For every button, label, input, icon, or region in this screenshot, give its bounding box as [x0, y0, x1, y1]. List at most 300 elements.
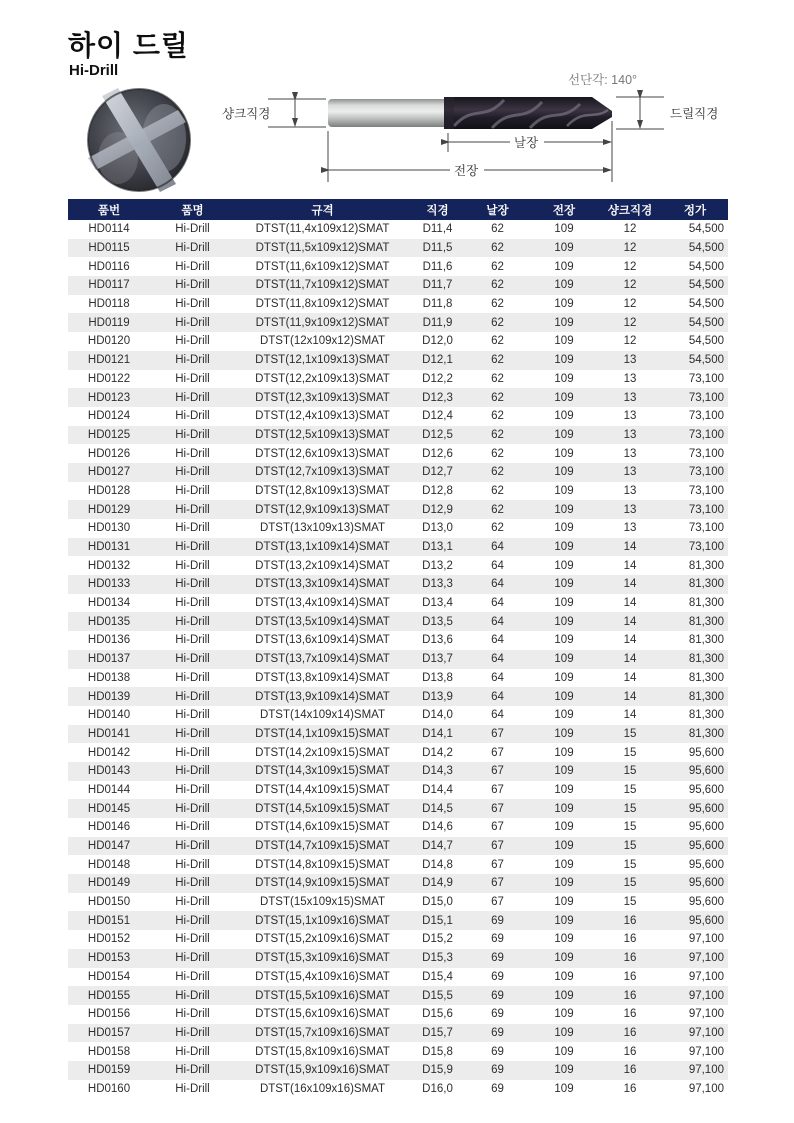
table-cell: 16	[623, 1008, 637, 1021]
table-cell: 64	[491, 671, 504, 684]
table-row	[68, 426, 728, 445]
table-cell: 54,500	[688, 354, 724, 367]
table-cell: 67	[491, 783, 504, 796]
table-cell: 109	[554, 242, 574, 255]
table-cell: 69	[491, 1045, 504, 1058]
table-cell: DTST(14,9x109x15)SMAT	[255, 877, 390, 890]
table-cell: 64	[491, 578, 504, 591]
table-cell: Hi-Drill	[175, 1082, 210, 1095]
table-cell: 62	[491, 391, 504, 404]
table-cell: 13	[623, 428, 637, 441]
column-header-7: 정가	[662, 199, 728, 220]
table-cell: Hi-Drill	[175, 765, 210, 778]
table-cell: DTST(11,7x109x12)SMAT	[255, 279, 390, 292]
table-cell: Hi-Drill	[175, 746, 210, 759]
table-cell: DTST(11,8x109x12)SMAT	[255, 298, 390, 311]
table-cell: 97,100	[688, 989, 724, 1002]
table-cell: 15	[623, 840, 637, 853]
table-cell: 12	[623, 279, 637, 292]
table-cell: 97,100	[688, 1008, 724, 1021]
table-cell: 109	[554, 354, 574, 367]
table-cell: 12	[623, 242, 637, 255]
table-cell: D12,0	[422, 335, 453, 348]
table-cell: HD0149	[87, 877, 131, 890]
table-cell: 13	[623, 484, 637, 497]
table-cell: 95,600	[688, 765, 724, 778]
product-table-body	[68, 220, 728, 1098]
table-cell: 16	[623, 970, 637, 983]
table-cell: DTST(14,8x109x15)SMAT	[255, 858, 390, 871]
overall-length-dimension	[328, 131, 611, 182]
table-row	[68, 1005, 728, 1024]
table-cell: DTST(15,8x109x16)SMAT	[255, 1045, 390, 1058]
table-row	[68, 556, 728, 575]
table-cell: 62	[491, 447, 504, 460]
table-cell: DTST(14,5x109x15)SMAT	[255, 802, 390, 815]
table-row	[68, 388, 728, 407]
table-cell: HD0151	[87, 914, 131, 927]
table-cell: 67	[491, 765, 504, 778]
table-cell: D13,4	[422, 597, 453, 610]
drill-diameter-label: 드릴직경	[670, 107, 719, 121]
table-cell: Hi-Drill	[175, 372, 210, 385]
table-cell: DTST(14,2x109x15)SMAT	[255, 746, 390, 759]
table-cell: HD0150	[87, 896, 131, 909]
table-cell: 69	[491, 1064, 504, 1077]
table-cell: 64	[491, 709, 504, 722]
table-cell: 67	[491, 746, 504, 759]
table-cell: 62	[491, 372, 504, 385]
table-cell: 62	[491, 484, 504, 497]
table-cell: HD0125	[87, 428, 131, 441]
table-cell: 54,500	[688, 335, 724, 348]
table-cell: 95,600	[688, 914, 724, 927]
table-cell: 109	[554, 466, 574, 479]
table-cell: D15,7	[422, 1026, 453, 1039]
table-cell: 97,100	[688, 1064, 724, 1077]
table-cell: HD0142	[87, 746, 131, 759]
table-cell: D15,0	[422, 896, 453, 909]
table-cell: HD0130	[87, 522, 131, 535]
table-cell: 109	[554, 802, 574, 815]
table-cell: D14,8	[422, 858, 453, 871]
table-cell: 54,500	[688, 279, 724, 292]
table-cell: D11,5	[422, 242, 453, 255]
table-cell: 109	[554, 541, 574, 554]
table-cell: 109	[554, 952, 574, 965]
table-cell: 95,600	[688, 877, 724, 890]
table-cell: DTST(12x109x12)SMAT	[259, 335, 386, 348]
table-cell: D13,8	[422, 671, 453, 684]
table-cell: HD0146	[87, 821, 131, 834]
table-cell: 95,600	[688, 746, 724, 759]
table-cell: 13	[623, 372, 637, 385]
table-cell: 73,100	[688, 372, 724, 385]
table-cell: Hi-Drill	[175, 410, 210, 423]
table-cell: Hi-Drill	[175, 428, 210, 441]
table-cell: 109	[554, 877, 574, 890]
table-cell: D14,0	[422, 709, 453, 722]
table-cell: 15	[623, 783, 637, 796]
table-cell: DTST(11,9x109x12)SMAT	[255, 316, 390, 329]
header-row	[68, 199, 728, 220]
table-cell: 62	[491, 279, 504, 292]
table-cell: Hi-Drill	[175, 709, 210, 722]
table-cell: D12,3	[422, 391, 453, 404]
table-cell: 15	[623, 765, 637, 778]
table-cell: D14,1	[422, 727, 453, 740]
table-cell: 109	[554, 653, 574, 666]
table-cell: 95,600	[688, 821, 724, 834]
table-row	[68, 893, 728, 912]
table-cell: 95,600	[688, 858, 724, 871]
table-cell: HD0122	[87, 372, 131, 385]
table-cell: 64	[491, 541, 504, 554]
table-cell: 109	[554, 765, 574, 778]
table-cell: 73,100	[688, 428, 724, 441]
table-cell: HD0135	[87, 615, 131, 628]
table-cell: D13,0	[422, 522, 453, 535]
table-cell: D15,1	[422, 914, 453, 927]
table-cell: Hi-Drill	[175, 615, 210, 628]
table-cell: HD0126	[87, 447, 131, 460]
table-cell: 14	[623, 653, 637, 666]
table-cell: Hi-Drill	[175, 503, 210, 516]
table-row	[68, 949, 728, 968]
table-cell: 109	[554, 970, 574, 983]
table-row	[68, 500, 728, 519]
table-cell: 64	[491, 690, 504, 703]
table-cell: 62	[491, 242, 504, 255]
table-cell: 13	[623, 354, 637, 367]
table-cell: 109	[554, 821, 574, 834]
table-row	[68, 332, 728, 351]
table-row	[68, 930, 728, 949]
table-cell: 73,100	[688, 503, 724, 516]
table-cell: 69	[491, 1026, 504, 1039]
table-cell: 12	[623, 260, 637, 273]
table-cell: 12	[623, 335, 637, 348]
table-cell: 67	[491, 727, 504, 740]
table-cell: D13,5	[422, 615, 453, 628]
table-cell: 54,500	[688, 223, 724, 236]
table-cell: Hi-Drill	[175, 223, 210, 236]
table-cell: 15	[623, 727, 637, 740]
table-cell: 95,600	[688, 783, 724, 796]
table-cell: 69	[491, 933, 504, 946]
table-cell: 97,100	[688, 952, 724, 965]
table-cell: 67	[491, 821, 504, 834]
table-cell: Hi-Drill	[175, 316, 210, 329]
table-cell: HD0123	[87, 391, 131, 404]
table-cell: 81,300	[688, 634, 724, 647]
table-cell: DTST(12,9x109x13)SMAT	[255, 503, 390, 516]
table-cell: 15	[623, 877, 637, 890]
table-cell: DTST(12,6x109x13)SMAT	[255, 447, 390, 460]
table-cell: Hi-Drill	[175, 802, 210, 815]
table-cell: D13,3	[422, 578, 453, 591]
table-cell: D14,7	[422, 840, 453, 853]
table-cell: 109	[554, 260, 574, 273]
table-cell: 64	[491, 559, 504, 572]
table-cell: 73,100	[688, 541, 724, 554]
table-cell: 109	[554, 1064, 574, 1077]
table-row	[68, 220, 728, 239]
table-cell: 62	[491, 260, 504, 273]
table-row	[68, 650, 728, 669]
table-cell: D11,4	[422, 223, 453, 236]
table-cell: 73,100	[688, 391, 724, 404]
table-cell: 109	[554, 1045, 574, 1058]
table-cell: 109	[554, 840, 574, 853]
table-cell: 97,100	[688, 1045, 724, 1058]
table-cell: HD0134	[87, 597, 131, 610]
table-cell: D13,9	[422, 690, 453, 703]
table-cell: 81,300	[688, 690, 724, 703]
table-cell: 14	[623, 597, 637, 610]
table-cell: 109	[554, 578, 574, 591]
table-cell: D15,5	[422, 989, 453, 1002]
table-cell: 109	[554, 503, 574, 516]
table-cell: 109	[554, 746, 574, 759]
point-angle-label: 선단각: 140°	[568, 73, 638, 87]
table-cell: D11,7	[422, 279, 453, 292]
table-cell: 13	[623, 503, 637, 516]
table-cell: 69	[491, 1008, 504, 1021]
table-cell: 73,100	[688, 484, 724, 497]
table-row	[68, 295, 728, 314]
table-cell: 81,300	[688, 578, 724, 591]
column-header-0: 품번	[68, 199, 150, 220]
table-cell: DTST(14,6x109x15)SMAT	[255, 821, 390, 834]
table-cell: 64	[491, 615, 504, 628]
table-cell: 62	[491, 503, 504, 516]
table-cell: DTST(12,4x109x13)SMAT	[255, 410, 390, 423]
table-cell: 15	[623, 802, 637, 815]
table-cell: 109	[554, 298, 574, 311]
table-cell: 69	[491, 1082, 504, 1095]
table-row	[68, 1024, 728, 1043]
table-cell: 62	[491, 335, 504, 348]
table-row	[68, 257, 728, 276]
table-cell: 109	[554, 671, 574, 684]
table-cell: 109	[554, 372, 574, 385]
product-table-header	[68, 199, 728, 220]
table-cell: 16	[623, 1026, 637, 1039]
table-cell: DTST(11,6x109x12)SMAT	[255, 260, 390, 273]
table-cell: D15,8	[422, 1045, 453, 1058]
table-cell: 16	[623, 952, 637, 965]
table-cell: D14,2	[422, 746, 453, 759]
table-cell: DTST(12,2x109x13)SMAT	[255, 372, 390, 385]
table-cell: HD0133	[87, 578, 131, 591]
table-row	[68, 781, 728, 800]
table-cell: HD0158	[87, 1045, 131, 1058]
table-cell: 81,300	[688, 671, 724, 684]
table-cell: 16	[623, 1045, 637, 1058]
table-cell: HD0117	[88, 279, 130, 292]
table-row	[68, 444, 728, 463]
table-row	[68, 687, 728, 706]
table-row	[68, 1061, 728, 1080]
table-cell: Hi-Drill	[175, 1008, 210, 1021]
table-cell: Hi-Drill	[175, 858, 210, 871]
table-cell: HD0159	[87, 1064, 131, 1077]
table-row	[68, 818, 728, 837]
table-cell: Hi-Drill	[175, 522, 210, 535]
table-cell: Hi-Drill	[175, 821, 210, 834]
table-cell: 13	[623, 391, 637, 404]
table-cell: Hi-Drill	[175, 634, 210, 647]
table-row	[68, 538, 728, 557]
table-cell: 109	[554, 933, 574, 946]
table-cell: 73,100	[688, 466, 724, 479]
table-cell: DTST(12,8x109x13)SMAT	[255, 484, 390, 497]
table-cell: 109	[554, 484, 574, 497]
table-cell: Hi-Drill	[175, 298, 210, 311]
table-cell: DTST(13,9x109x14)SMAT	[255, 690, 390, 703]
table-cell: HD0154	[87, 970, 131, 983]
drill-tip-photo	[78, 84, 200, 196]
table-cell: 109	[554, 1026, 574, 1039]
table-cell: 14	[623, 709, 637, 722]
table-cell: DTST(13,1x109x14)SMAT	[255, 541, 390, 554]
table-row	[68, 482, 728, 501]
table-cell: Hi-Drill	[175, 671, 210, 684]
table-row	[68, 612, 728, 631]
table-cell: 109	[554, 615, 574, 628]
table-cell: DTST(14x109x14)SMAT	[259, 709, 386, 722]
table-cell: HD0152	[87, 933, 131, 946]
table-cell: 15	[623, 858, 637, 871]
table-cell: HD0129	[87, 503, 131, 516]
table-cell: 81,300	[688, 615, 724, 628]
table-cell: Hi-Drill	[175, 447, 210, 460]
table-cell: DTST(15x109x15)SMAT	[259, 896, 386, 909]
table-row	[68, 519, 728, 538]
table-cell: 81,300	[688, 727, 724, 740]
table-cell: HD0144	[87, 783, 131, 796]
table-row	[68, 575, 728, 594]
table-cell: DTST(13x109x13)SMAT	[259, 522, 386, 535]
table-cell: 97,100	[688, 933, 724, 946]
table-row	[68, 276, 728, 295]
table-cell: DTST(13,6x109x14)SMAT	[255, 634, 390, 647]
table-cell: 109	[554, 279, 574, 292]
table-cell: HD0148	[87, 858, 131, 871]
table-cell: 12	[623, 298, 637, 311]
table-cell: 54,500	[688, 242, 724, 255]
table-row	[68, 313, 728, 332]
table-cell: 15	[623, 821, 637, 834]
table-cell: DTST(14,1x109x15)SMAT	[255, 727, 390, 740]
table-cell: 69	[491, 952, 504, 965]
table-cell: 81,300	[688, 597, 724, 610]
table-cell: Hi-Drill	[175, 335, 210, 348]
table-cell: 81,300	[688, 559, 724, 572]
table-cell: D12,1	[422, 354, 453, 367]
table-row	[68, 725, 728, 744]
table-cell: HD0124	[87, 410, 131, 423]
table-cell: DTST(13,5x109x14)SMAT	[255, 615, 390, 628]
table-row	[68, 743, 728, 762]
table-cell: Hi-Drill	[175, 541, 210, 554]
table-cell: 109	[554, 410, 574, 423]
table-cell: Hi-Drill	[175, 242, 210, 255]
table-cell: 109	[554, 690, 574, 703]
table-cell: D15,3	[422, 952, 453, 965]
drill-diameter-dimension	[616, 97, 718, 129]
table-cell: 64	[491, 634, 504, 647]
table-cell: HD0114	[88, 223, 130, 236]
table-cell: 15	[623, 746, 637, 759]
table-cell: HD0121	[87, 354, 131, 367]
table-cell: 54,500	[688, 316, 724, 329]
table-cell: 109	[554, 223, 574, 236]
table-cell: 16	[623, 914, 637, 927]
table-cell: Hi-Drill	[175, 391, 210, 404]
table-cell: D12,4	[422, 410, 453, 423]
table-cell: 13	[623, 447, 637, 460]
table-cell: 14	[623, 634, 637, 647]
table-cell: 69	[491, 914, 504, 927]
table-cell: 62	[491, 298, 504, 311]
page-title-english: Hi-Drill	[69, 62, 119, 79]
column-header-3: 직경	[410, 199, 465, 220]
table-cell: D16,0	[422, 1082, 453, 1095]
table-cell: DTST(13,3x109x14)SMAT	[255, 578, 390, 591]
table-cell: 62	[491, 522, 504, 535]
table-cell: 95,600	[688, 896, 724, 909]
table-row	[68, 631, 728, 650]
table-row	[68, 911, 728, 930]
table-cell: 109	[554, 1082, 574, 1095]
table-cell: 109	[554, 989, 574, 1002]
table-cell: Hi-Drill	[175, 877, 210, 890]
table-cell: 97,100	[688, 1082, 724, 1095]
table-cell: 109	[554, 709, 574, 722]
column-header-2: 규격	[235, 199, 410, 220]
table-cell: HD0131	[87, 541, 131, 554]
table-cell: D13,6	[422, 634, 453, 647]
table-cell: 14	[623, 615, 637, 628]
table-cell: Hi-Drill	[175, 783, 210, 796]
table-cell: 14	[623, 541, 637, 554]
table-cell: D12,8	[422, 484, 453, 497]
table-cell: Hi-Drill	[175, 466, 210, 479]
table-cell: 13	[623, 410, 637, 423]
table-cell: 12	[623, 316, 637, 329]
table-cell: 64	[491, 597, 504, 610]
table-cell: 97,100	[688, 970, 724, 983]
table-cell: 67	[491, 896, 504, 909]
table-cell: 16	[623, 1082, 637, 1095]
table-row	[68, 986, 728, 1005]
table-cell: 64	[491, 653, 504, 666]
column-header-5: 전장	[530, 199, 598, 220]
table-cell: HD0140	[87, 709, 131, 722]
table-cell: 81,300	[688, 653, 724, 666]
table-cell: 95,600	[688, 802, 724, 815]
table-cell: HD0136	[87, 634, 131, 647]
table-cell: DTST(12,1x109x13)SMAT	[255, 354, 390, 367]
table-cell: HD0143	[87, 765, 131, 778]
shank-diameter-dimension	[222, 99, 326, 127]
table-cell: DTST(15,3x109x16)SMAT	[255, 952, 390, 965]
table-cell: Hi-Drill	[175, 970, 210, 983]
table-cell: 109	[554, 1008, 574, 1021]
table-cell: 109	[554, 858, 574, 871]
